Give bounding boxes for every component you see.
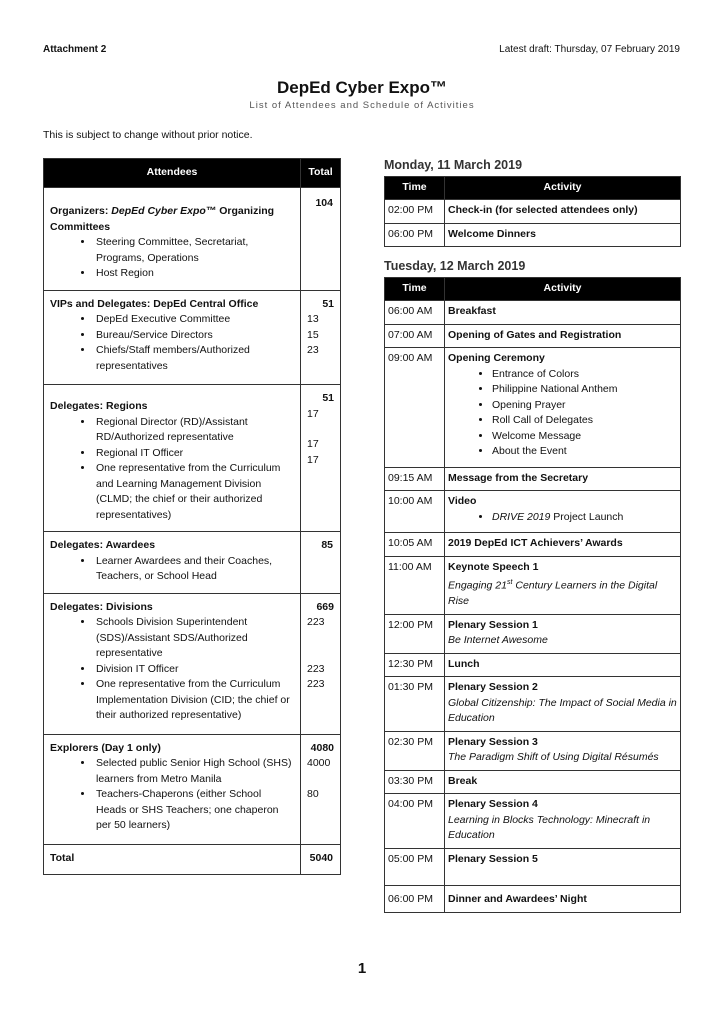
activity-title: Opening Ceremony: [448, 352, 545, 364]
attendees-header-row: [44, 159, 341, 188]
time-column-header: Time: [385, 278, 445, 301]
attendee-subgroup: • Host Region: [94, 266, 294, 282]
grand-total-label: Total: [44, 844, 301, 874]
attendee-subgroup-list: [50, 615, 294, 724]
schedule-activity: Plenary Session 5: [445, 848, 681, 885]
attendee-subgroup: • Division IT Officer: [94, 662, 294, 678]
attendee-subgroup: • Teachers-Chaperons (either School Heads or SHS Teachers; one chaperon per 50 learners): [94, 787, 294, 834]
schedule-activity: [445, 491, 681, 533]
attendee-subgroup: • Schools Division Superintendent (SDS)/Assistant SDS/Authorized representative: [94, 615, 294, 662]
schedule-row: [385, 794, 681, 849]
group-title-prefix: Organizers:: [50, 205, 112, 217]
attendee-group-title: VIPs and Delegates: DepEd Central Office: [50, 297, 259, 310]
attendee-group-title: Delegates: Divisions: [50, 600, 153, 613]
attendee-subgroup: • Chiefs/Staff members/Authorized representatives: [94, 343, 294, 374]
schedule-header-row: [385, 177, 681, 200]
attendee-group-row: [44, 734, 341, 844]
subgroup-count: 223: [307, 678, 325, 690]
schedule-time: 09:15 AM: [385, 467, 445, 491]
activity-sub-item: [492, 510, 677, 526]
activity-title: Plenary Session 3: [448, 735, 538, 748]
attendee-group-title: Delegates: Regions: [50, 400, 148, 412]
activity-title: Plenary Session 2: [448, 681, 538, 693]
schedule-time: 02:30 PM: [385, 731, 445, 770]
schedule-row: [385, 533, 681, 557]
page-number: 1: [357, 960, 367, 977]
attendee-subgroup-list: [50, 415, 294, 524]
group-total-cell: [301, 734, 341, 844]
schedule-row: [385, 653, 681, 677]
schedule-row: [385, 223, 681, 247]
attendee-group-title: [50, 204, 294, 235]
schedule-row: [385, 556, 681, 614]
attendee-group-cell: [44, 532, 301, 594]
schedule-time: 04:00 PM: [385, 794, 445, 849]
draft-date: Latest draft: Thursday, 07 February 2019: [499, 44, 680, 55]
subgroup-count: 223: [307, 616, 325, 628]
schedule-row: [385, 885, 681, 913]
activity-sub-italic: DRIVE 2019: [492, 510, 551, 523]
schedule-time: 11:00 AM: [385, 556, 445, 614]
schedule-activity: 2019 DepEd ICT Achievers’ Awards: [445, 533, 681, 557]
schedule-time: 02:00 PM: [385, 200, 445, 224]
subtitle-part: Century Learners in the Digital Rise: [448, 579, 658, 607]
attendee-group-row: [44, 385, 341, 532]
activity-sub-item: • Opening Prayer: [492, 398, 677, 414]
activity-column-header: Activity: [445, 278, 681, 301]
schedule-activity: [445, 614, 681, 653]
subgroup-count: 23: [307, 344, 319, 356]
grand-total-row: [44, 844, 341, 874]
schedule-activity: [445, 677, 681, 732]
activity-sub-item: • About the Event: [492, 444, 677, 460]
schedule-row: [385, 467, 681, 491]
attendee-group-title: Delegates: Awardees: [50, 539, 156, 551]
subtitle-part: Engaging 21: [448, 579, 507, 592]
attendee-subgroup: • Regional Director (RD)/Assistant RD/Authorized representative: [94, 415, 294, 446]
schedule-time: 10:05 AM: [385, 533, 445, 557]
attendee-subgroup: • DepEd Executive Committee: [94, 312, 294, 328]
schedule-row: [385, 677, 681, 732]
total-column-header: Total: [301, 159, 341, 188]
day1-schedule-table: [384, 176, 681, 247]
schedule-row: [385, 731, 681, 770]
document-subtitle: List of Attendees and Schedule of Activities: [249, 100, 475, 111]
schedule-activity: [445, 348, 681, 468]
attendee-group-row: [44, 593, 341, 734]
attendee-group-row: [44, 532, 341, 594]
attendee-group-row: [44, 290, 341, 385]
subgroup-count: 15: [307, 328, 319, 341]
attendee-subgroup: • Steering Committee, Secretariat, Programs, Operations: [94, 235, 294, 266]
activity-subtitle: Learning in Blocks Technology: Minecraft in Education: [448, 813, 651, 841]
group-total: 51: [322, 297, 334, 310]
activity-subtitle: Be Internet Awesome: [448, 634, 548, 646]
group-total: 4080: [310, 741, 334, 754]
schedule-activity: Message from the Secretary: [445, 467, 681, 491]
activity-title: Video: [448, 495, 477, 507]
subgroup-count: 17: [307, 453, 319, 466]
schedule-activity: Break: [445, 770, 681, 794]
schedule-time: 10:00 AM: [385, 491, 445, 533]
activity-subtitle: Global Citizenship: The Impact of Social Media in Education: [448, 696, 677, 724]
group-title-suffix: Organizing Committees: [50, 205, 275, 233]
subgroup-count: 17: [307, 407, 319, 420]
change-notice: This is subject to change without prior notice.: [43, 129, 253, 141]
schedule-row: [385, 324, 681, 348]
schedule-time: 05:00 PM: [385, 848, 445, 885]
attendee-subgroup-list: [50, 756, 294, 834]
subgroup-count: 4000: [307, 757, 331, 769]
activity-sub-item: • Entrance of Colors: [492, 367, 677, 383]
group-total: 104: [301, 188, 341, 291]
schedule-activity: Dinner and Awardees’ Night: [445, 885, 681, 913]
activity-sub-item: • Roll Call of Delegates: [492, 413, 677, 429]
schedule-activity: Lunch: [445, 653, 681, 677]
group-total-cell: [301, 290, 341, 385]
activity-sub-rest: Project Launch: [550, 510, 624, 523]
attachment-label: Attachment 2: [43, 44, 107, 55]
activity-sub-item: • Philippine National Anthem: [492, 382, 677, 398]
subgroup-count: 223: [307, 662, 325, 675]
schedule-activity: Check-in (for selected attendees only): [445, 200, 681, 224]
schedule-time: 01:30 PM: [385, 677, 445, 732]
day2-title: Tuesday, 12 March 2019: [384, 259, 526, 273]
schedule-time: 03:30 PM: [385, 770, 445, 794]
schedule-time: 07:00 AM: [385, 324, 445, 348]
activity-subtitle: [448, 575, 677, 610]
activity-sub-item: • Welcome Message: [492, 429, 677, 445]
attendees-column-header: Attendees: [44, 159, 301, 188]
attendee-group-row: [44, 188, 341, 291]
schedule-header-row: [385, 278, 681, 301]
attendee-group-cell: [44, 385, 301, 532]
attendee-subgroup-list: [50, 554, 294, 585]
schedule-row: [385, 200, 681, 224]
day1-title: Monday, 11 March 2019: [384, 158, 523, 172]
activity-title: Plenary Session 1: [448, 618, 538, 631]
attendee-group-cell: [44, 188, 301, 291]
subgroup-count: 13: [307, 313, 319, 325]
schedule-row: [385, 348, 681, 468]
activity-title: Plenary Session 4: [448, 798, 538, 810]
subgroup-count: 17: [307, 438, 319, 450]
schedule-row: [385, 770, 681, 794]
attendee-group-cell: [44, 593, 301, 734]
schedule-time: 12:00 PM: [385, 614, 445, 653]
group-total: 85: [301, 532, 341, 594]
schedule-activity: [445, 556, 681, 614]
time-column-header: Time: [385, 177, 445, 200]
group-title-italic: DepEd Cyber Expo™: [111, 205, 217, 217]
group-total: 669: [316, 600, 334, 613]
schedule-activity: [445, 731, 681, 770]
group-total-cell: [301, 385, 341, 532]
schedule-activity: [445, 794, 681, 849]
schedule-row: [385, 301, 681, 325]
attendee-group-title: Explorers (Day 1 only): [50, 741, 161, 754]
attendee-group-cell: [44, 290, 301, 385]
schedule-activity: Welcome Dinners: [445, 223, 681, 247]
attendee-subgroup: • Bureau/Service Directors: [94, 328, 294, 344]
activity-sub-list: [448, 510, 677, 526]
attendee-subgroup-list: [50, 235, 294, 282]
schedule-time: 06:00 AM: [385, 301, 445, 325]
schedule-time: 06:00 PM: [385, 885, 445, 913]
day2-schedule-table: [384, 277, 681, 913]
document-title: DepEd Cyber Expo™: [276, 78, 448, 97]
schedule-time: 12:30 PM: [385, 653, 445, 677]
subgroup-count: 80: [307, 787, 319, 800]
activity-sub-list: [448, 367, 677, 460]
schedule-row: [385, 848, 681, 885]
attendees-table: [43, 158, 341, 875]
group-total-cell: [301, 593, 341, 734]
group-total: 51: [322, 392, 334, 404]
attendee-subgroup: • One representative from the Curriculum Implementation Division (CID; the chief or their authorized representative): [94, 677, 294, 724]
attendee-group-cell: [44, 734, 301, 844]
schedule-row: [385, 614, 681, 653]
activity-title: Keynote Speech 1: [448, 560, 539, 573]
attendee-subgroup: • One representative from the Curriculum and Learning Management Division (CLMD; the chief or their authorized representatives): [94, 461, 294, 523]
subtitle-superscript: st: [506, 579, 513, 586]
grand-total-value: 5040: [301, 844, 341, 874]
attendee-subgroup: • Selected public Senior High School (SHS) learners from Metro Manila: [94, 756, 294, 787]
schedule-activity: Breakfast: [445, 301, 681, 325]
schedule-time: 06:00 PM: [385, 223, 445, 247]
attendee-subgroup-list: [50, 312, 294, 374]
attendee-subgroup: • Learner Awardees and their Coaches, Teachers, or School Head: [94, 554, 294, 585]
schedule-time: 09:00 AM: [385, 348, 445, 468]
activity-subtitle: The Paradigm Shift of Using Digital Résumés: [448, 751, 659, 763]
activity-column-header: Activity: [445, 177, 681, 200]
schedule-row: [385, 491, 681, 533]
attendee-subgroup: • Regional IT Officer: [94, 446, 294, 462]
schedule-activity: Opening of Gates and Registration: [445, 324, 681, 348]
